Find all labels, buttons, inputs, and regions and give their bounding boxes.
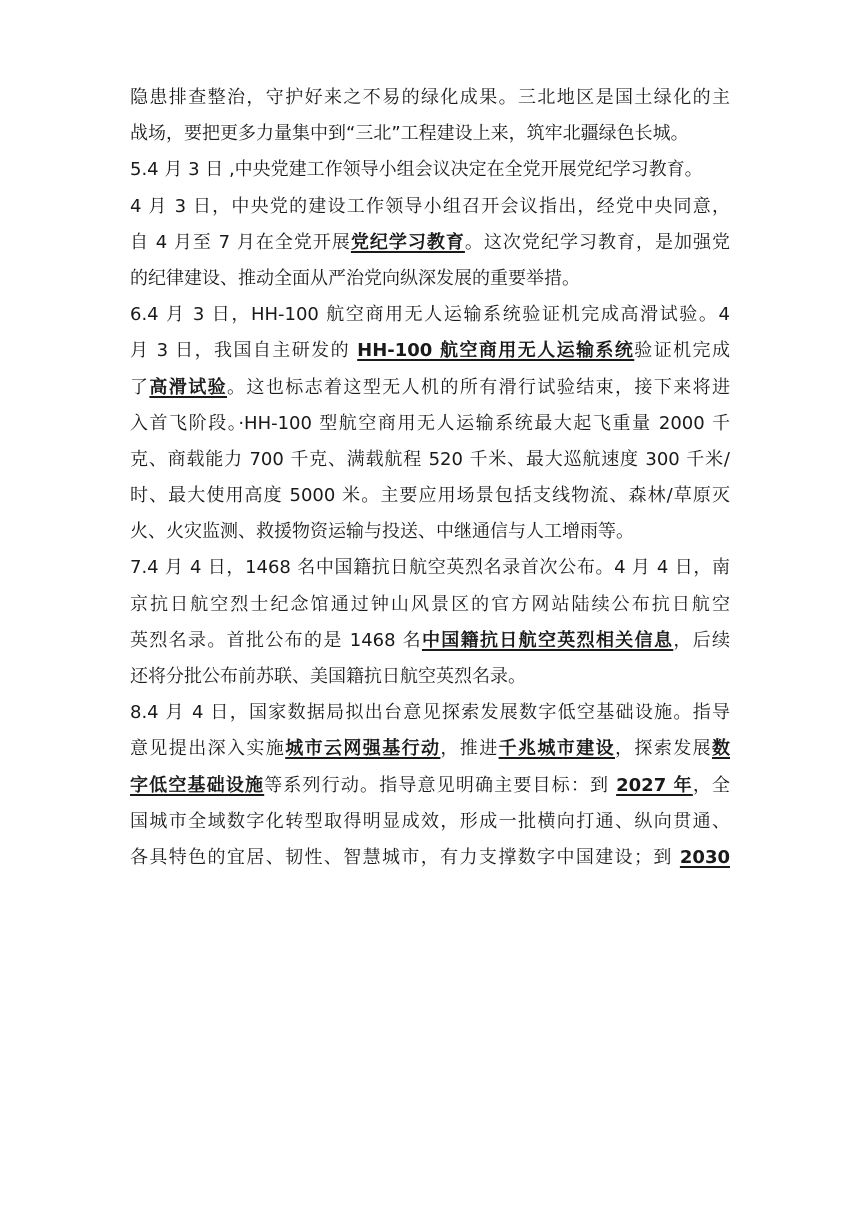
text-run: 验证机完成 bbox=[634, 340, 730, 362]
text-line bbox=[130, 514, 730, 550]
bold-underlined-term: 千兆城市建设 bbox=[498, 738, 616, 760]
text-run: 。这也标志着这型无人机的所有滑行试验结束，接下来将进 bbox=[227, 376, 731, 398]
bold-underlined-term: HH-100 航空商用无人运输系统 bbox=[357, 340, 635, 362]
text-line bbox=[130, 840, 730, 876]
text-run: 时、最大使用高度 5000 米。主要应用场景包括支线物流、森林/草原灭 bbox=[130, 485, 730, 507]
text-run: 。这次党纪学习教育，是加强党 bbox=[464, 231, 731, 253]
text-run: 入首飞阶段。·HH-100 型航空商用无人运输系统最大起飞重量 2000 千 bbox=[130, 412, 730, 434]
text-run: 8.4 月 4 日，国家数据局拟出台意见探索发展数字低空基础设施。指导 bbox=[130, 702, 730, 724]
text-line bbox=[130, 297, 730, 333]
text-run: 月 3 日，我国自主研发的 bbox=[130, 340, 358, 362]
text-run: 意见提出深入实施 bbox=[130, 738, 286, 760]
text-line bbox=[130, 370, 730, 406]
text-line bbox=[130, 478, 730, 514]
text-line bbox=[130, 731, 730, 767]
text-run: 克、商载能力 700 千克、满载航程 520 千米、最大巡航速度 300 千米/ bbox=[130, 448, 730, 470]
text-run: 火、火灾监测、救援物资运输与投送、中继通信与人工增雨等。 bbox=[130, 521, 634, 543]
bold-underlined-term: 城市云网强基行动 bbox=[285, 738, 441, 760]
text-run: 隐患排查整治，守护好来之不易的绿化成果。三北地区是国土绿化的主 bbox=[130, 87, 730, 108]
text-line bbox=[130, 695, 730, 731]
bold-underlined-term: 2030 bbox=[679, 846, 730, 868]
text-line bbox=[130, 152, 730, 188]
text-line bbox=[130, 659, 730, 695]
text-run: 7.4 月 4 日，1468 名中国籍抗日航空英烈名录首次公布。4 月 4 日，南 bbox=[130, 557, 730, 579]
text-run: ，后续 bbox=[673, 629, 730, 651]
text-run: 等系列行动。指导意见明确主要目标：到 bbox=[264, 774, 617, 796]
text-run: 各具特色的宜居、韧性、智慧城市，有力支撑数字中国建设；到 bbox=[130, 846, 680, 868]
text-run: 国城市全域数字化转型取得明显成效，形成一批横向打通、纵向贯通、 bbox=[130, 810, 730, 832]
document-page bbox=[130, 80, 730, 876]
text-run: 战场，要把更多力量集中到“三北”工程建设上来，筑牢北疆绿色长城。 bbox=[130, 123, 689, 145]
text-line bbox=[130, 225, 730, 261]
bold-underlined-term: 党纪学习教育 bbox=[350, 231, 465, 253]
text-line bbox=[130, 261, 730, 297]
text-line bbox=[130, 406, 730, 442]
text-run: 京抗日航空烈士纪念馆通过钟山风景区的官方网站陆续公布抗日航空 bbox=[130, 593, 730, 615]
text-run: 4 月 3 日，中央党的建设工作领导小组召开会议指出，经党中央同意， bbox=[130, 195, 730, 217]
bold-underlined-term: 高滑试验 bbox=[149, 376, 228, 398]
text-line bbox=[130, 623, 730, 659]
text-line bbox=[130, 116, 730, 152]
text-run: 6.4 月 3 日，HH-100 航空商用无人运输系统验证机完成高滑试验。4 bbox=[130, 304, 730, 326]
text-run: ，探索发展 bbox=[615, 738, 713, 760]
text-run: ，全 bbox=[692, 774, 730, 796]
text-line bbox=[130, 550, 730, 586]
text-run: 还将分批公布前苏联、美国籍抗日航空英烈名录。 bbox=[130, 666, 526, 687]
text-line bbox=[130, 333, 730, 369]
text-line bbox=[130, 768, 730, 804]
bold-underlined-term: 数 bbox=[712, 738, 731, 760]
bold-underlined-term: 中国籍抗日航空英烈相关信息 bbox=[421, 629, 674, 651]
text-run: 自 4 月至 7 月在全党开展 bbox=[130, 231, 351, 253]
text-run: ，推进 bbox=[440, 738, 499, 760]
text-line bbox=[130, 804, 730, 840]
text-run: 英烈名录。首批公布的是 1468 名 bbox=[130, 629, 422, 651]
text-run: 5.4 月 3 日 ,中央党建工作领导小组会议决定在全党开展党纪学习教育。 bbox=[130, 159, 703, 181]
text-line bbox=[130, 587, 730, 623]
text-line bbox=[130, 80, 730, 116]
text-run: 了 bbox=[130, 376, 150, 398]
text-line bbox=[130, 442, 730, 478]
text-line bbox=[130, 189, 730, 225]
bold-underlined-term: 2027 年 bbox=[616, 774, 693, 796]
text-run: 的纪律建设、推动全面从严治党向纵深发展的重要举措。 bbox=[130, 267, 580, 289]
bold-underlined-term: 字低空基础设施 bbox=[130, 774, 265, 796]
